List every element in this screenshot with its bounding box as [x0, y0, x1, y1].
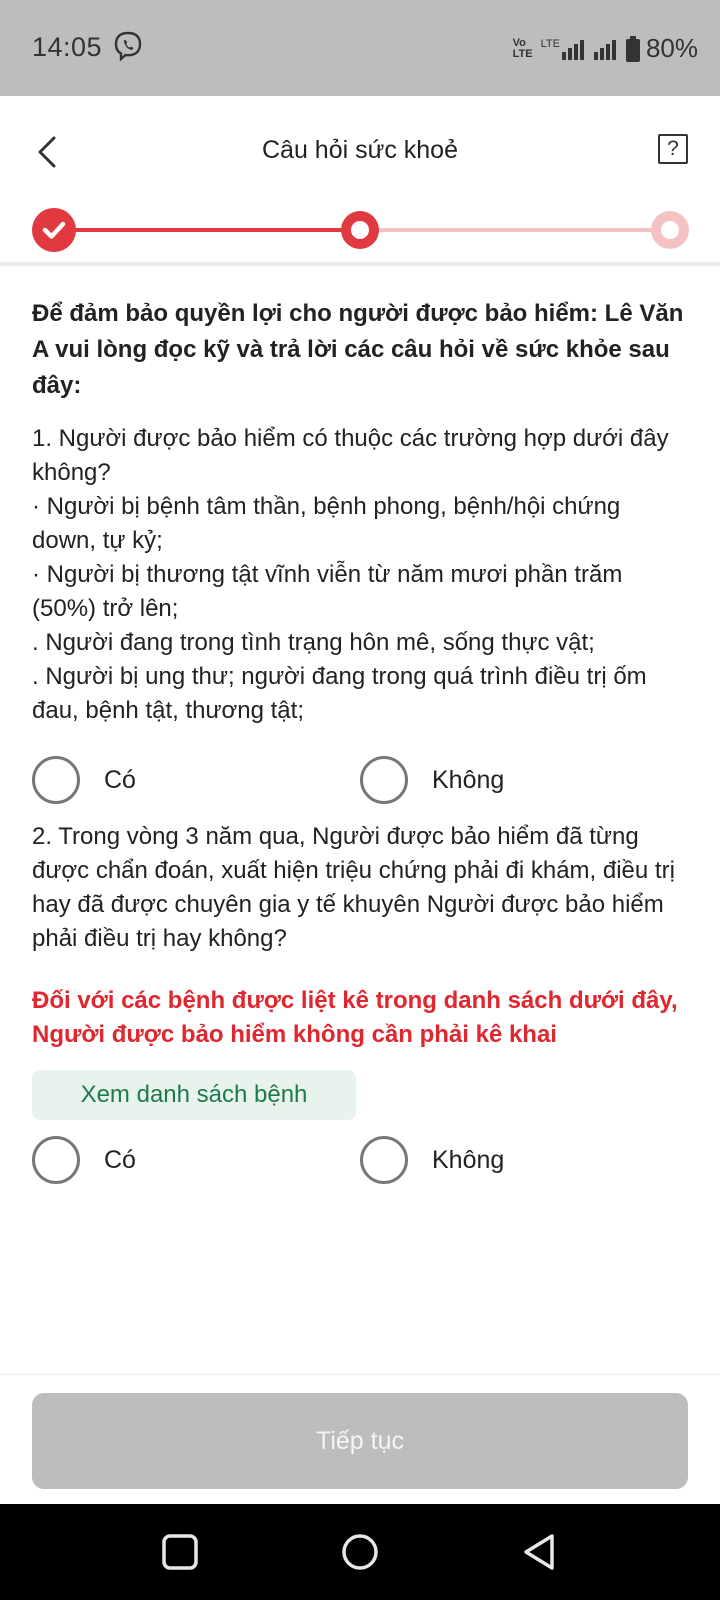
status-bar	[0, 0, 720, 96]
radio-label: Có	[104, 765, 136, 794]
battery-percent: 80%	[645, 33, 698, 63]
radio-label: Không	[432, 1145, 505, 1174]
question-1: 1. Người được bảo hiểm có thuộc các trường hợp dưới đây không? · Người bị bệnh tâm thần, bệnh phong, bệnh/hội chứng down, tự kỷ; · Người bị thương tật vĩnh viễn từ năm mươi phần trăm (50%) trở lên; . Người đang trong tình trạng hôn mê, sống thực vật; . Người bị ung thư; người đang trong quá trình điều trị ốm đau, bệnh tật, thương tật;	[32, 425, 669, 724]
status-indicators	[513, 33, 698, 64]
progress-stepper	[0, 208, 720, 264]
footer	[0, 1374, 720, 1504]
stepper-line-completed	[55, 228, 360, 232]
system-nav-bar	[0, 1504, 720, 1600]
radio-button[interactable]	[360, 1136, 408, 1184]
help-icon[interactable]: ?	[658, 134, 688, 164]
header-divider	[0, 262, 720, 266]
radio-label: Có	[104, 1145, 136, 1174]
radio-label: Không	[432, 765, 505, 794]
question-1-option-no[interactable]	[360, 756, 688, 804]
question-1-option-yes[interactable]	[32, 756, 360, 804]
radio-button[interactable]	[32, 756, 80, 804]
viber-icon	[112, 30, 144, 62]
stepper-line-remaining	[360, 228, 670, 232]
lte-signal-icon	[541, 38, 586, 60]
question-1-options	[32, 752, 688, 808]
continue-button[interactable]: Tiếp tục	[32, 1393, 688, 1489]
check-icon	[32, 208, 76, 252]
step-upcoming	[651, 211, 689, 249]
home-circle-icon[interactable]	[340, 1532, 380, 1572]
health-questionnaire	[32, 296, 688, 1188]
volte-icon: Vo LTE	[512, 36, 533, 60]
intro-text: Để đảm bảo quyền lợi cho người được bảo hiểm: Lê Văn A vui lòng đọc kỹ và trả lời các câu hỏi về sức khỏe sau đây:	[32, 300, 684, 399]
battery-icon	[626, 36, 640, 62]
radio-button[interactable]	[32, 1136, 80, 1184]
lte-label: LTE	[540, 37, 560, 50]
step-completed	[32, 208, 76, 252]
app-header	[0, 96, 720, 208]
page-title: Câu hỏi sức khoẻ	[261, 136, 458, 164]
question-2-options	[32, 1132, 688, 1188]
recents-square-icon[interactable]	[160, 1532, 200, 1572]
question-2-option-no[interactable]	[360, 1136, 688, 1184]
back-triangle-icon[interactable]	[520, 1532, 560, 1572]
step-current	[341, 211, 379, 249]
radio-button[interactable]	[360, 756, 408, 804]
signal-icon	[594, 38, 618, 60]
view-disease-list-button[interactable]: Xem danh sách bệnh	[32, 1070, 356, 1120]
disease-exemption-warning: Đối với các bệnh được liệt kê trong danh sách dưới đây, Người được bảo hiểm không cần phải kê khai	[32, 987, 678, 1048]
question-2: 2. Trong vòng 3 năm qua, Người được bảo hiểm đã từng được chẩn đoán, xuất hiện triệu chứng phải đi khám, điều trị hay đã được chuyên gia y tế khuyên Người được bảo hiểm phải điều trị hay không?	[32, 823, 675, 952]
status-time: 14:05	[32, 32, 103, 62]
question-2-option-yes[interactable]	[32, 1136, 360, 1184]
